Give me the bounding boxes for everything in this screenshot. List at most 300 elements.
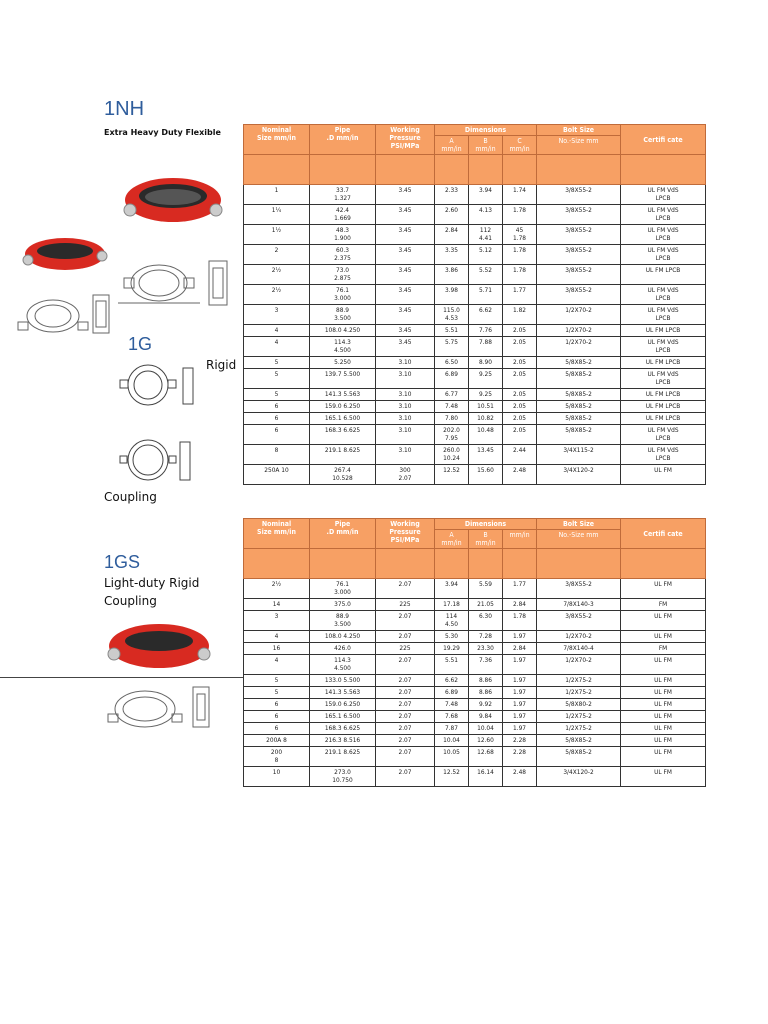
coupling-1nh-drawing-side (206, 258, 230, 308)
cell-bolt-size: 7/8X140-4 (537, 643, 621, 655)
cell-dim-a: 7.48 (435, 401, 469, 413)
cell-bolt-size: 5/8X80-2 (537, 699, 621, 711)
cell-dim-a: 19.29 (435, 643, 469, 655)
title-1g: 1G (128, 334, 153, 354)
cell-pipe-od: 219.1 8.625 (310, 445, 376, 465)
cell-pipe-od: 60.3 2.375 (310, 245, 376, 265)
coupling-1g-drawing-front (118, 362, 180, 408)
cell-working-pressure: 3.45 (376, 225, 435, 245)
cell-nominal-size: 3 (244, 611, 310, 631)
cell-dim-c: 2.05 (503, 369, 537, 389)
cell-dim-b: 21.05 (469, 599, 503, 611)
cell-bolt-size: 3/8X55-2 (537, 265, 621, 285)
cell-dim-b: 15.60 (469, 465, 503, 485)
cell-working-pressure: 300 2.07 (376, 465, 435, 485)
cell-dim-b: 13.45 (469, 445, 503, 465)
cell-bolt-size: 3/8X55-2 (537, 579, 621, 599)
cell-dim-c: 2.05 (503, 389, 537, 401)
table-row (244, 425, 706, 445)
title-1gs: 1GS (104, 552, 141, 572)
cell-certificate: UL FM (621, 735, 706, 747)
cell-dim-a: 10.05 (435, 747, 469, 767)
table-row (244, 389, 706, 401)
cell-dim-c: 1.77 (503, 579, 537, 599)
cell-working-pressure: 3.45 (376, 205, 435, 225)
cell-nominal-size: 5 (244, 369, 310, 389)
table-row (244, 735, 706, 747)
table-row (244, 465, 706, 485)
cell-dim-a: 3.94 (435, 579, 469, 599)
cell-nominal-size: 1 (244, 185, 310, 205)
title-1nh: 1NH (104, 98, 145, 120)
cell-dim-a: 3.98 (435, 285, 469, 305)
cell-dim-b: 112 4.41 (469, 225, 503, 245)
cell-dim-c: 2.05 (503, 413, 537, 425)
cell-pipe-od: 33.7 1.327 (310, 185, 376, 205)
table-row (244, 325, 706, 337)
cell-nominal-size: 6 (244, 723, 310, 735)
cell-nominal-size: 250A 10 (244, 465, 310, 485)
cell-certificate: UL FM (621, 675, 706, 687)
cell-nominal-size: 2 (244, 245, 310, 265)
header-pipe-od: Pipe .D mm/in (310, 519, 376, 549)
cell-working-pressure: 2.07 (376, 579, 435, 599)
cell-certificate: UL FM LPCB (621, 265, 706, 285)
header-dim-b: B mm/in (469, 530, 503, 549)
cell-bolt-size: 3/4X120-2 (537, 465, 621, 485)
cell-working-pressure: 2.07 (376, 655, 435, 675)
cell-certificate: UL FM VdS LPCB (621, 245, 706, 265)
cell-working-pressure: 3.10 (376, 369, 435, 389)
cell-certificate: UL FM VdS LPCB (621, 285, 706, 305)
cell-bolt-size: 3/4X115-2 (537, 445, 621, 465)
cell-dim-b: 7.28 (469, 631, 503, 643)
cell-bolt-size: 3/8X55-2 (537, 285, 621, 305)
spec-table-1nh (243, 124, 706, 485)
cell-dim-c: 1.97 (503, 631, 537, 643)
cell-certificate: UL FM LPCB (621, 357, 706, 369)
coupling-1nh-drawing-front (118, 258, 200, 308)
header-bolt-sub: No.-Size mm (537, 530, 621, 549)
coupling-1g-drawing-side-2 (178, 440, 192, 482)
cell-working-pressure: 3.45 (376, 245, 435, 265)
cell-dim-c: 1.78 (503, 611, 537, 631)
cell-dim-b: 4.13 (469, 205, 503, 225)
cell-dim-c: 2.05 (503, 325, 537, 337)
cell-dim-a: 10.04 (435, 735, 469, 747)
cell-bolt-size: 3/8X55-2 (537, 205, 621, 225)
table-row (244, 369, 706, 389)
cell-nominal-size: 5 (244, 389, 310, 401)
cell-certificate: UL FM VdS LPCB (621, 305, 706, 325)
cell-dim-b: 3.94 (469, 185, 503, 205)
cell-dim-a: 5.75 (435, 337, 469, 357)
spec-table-1gs (243, 518, 706, 787)
cell-pipe-od: 165.1 6.500 (310, 711, 376, 723)
cell-bolt-size: 3/8X55-2 (537, 611, 621, 631)
cell-working-pressure: 2.07 (376, 723, 435, 735)
cell-bolt-size: 1/2X70-2 (537, 337, 621, 357)
cell-dim-c: 1.97 (503, 675, 537, 687)
cell-dim-b: 12.68 (469, 747, 503, 767)
cell-dim-b: 8.86 (469, 675, 503, 687)
cell-dim-b: 16.14 (469, 767, 503, 787)
cell-nominal-size: 8 (244, 445, 310, 465)
table-row (244, 747, 706, 767)
coupling-drawing-front-2 (14, 292, 92, 340)
cell-pipe-od: 5.250 (310, 357, 376, 369)
cell-dim-c: 2.28 (503, 735, 537, 747)
cell-dim-c: 2.48 (503, 465, 537, 485)
cell-working-pressure: 3.45 (376, 305, 435, 325)
coupling-1nh-photo (118, 170, 228, 230)
table-row (244, 643, 706, 655)
table-row (244, 185, 706, 205)
cell-pipe-od: 141.3 5.563 (310, 687, 376, 699)
cell-dim-c: 2.28 (503, 747, 537, 767)
label-1g-coupling: Coupling (104, 490, 157, 504)
cell-bolt-size: 5/8X85-2 (537, 369, 621, 389)
cell-dim-c: 2.48 (503, 767, 537, 787)
cell-dim-a: 7.87 (435, 723, 469, 735)
cell-dim-c: 45 1.78 (503, 225, 537, 245)
table-row (244, 767, 706, 787)
cell-pipe-od: 375.0 (310, 599, 376, 611)
cell-bolt-size: 1/2X75-2 (537, 711, 621, 723)
cell-working-pressure: 3.10 (376, 425, 435, 445)
coupling-1gs-drawing-front (104, 684, 186, 734)
cell-dim-b: 7.88 (469, 337, 503, 357)
cell-dim-b: 5.52 (469, 265, 503, 285)
table-row (244, 285, 706, 305)
cell-working-pressure: 3.45 (376, 185, 435, 205)
cell-dim-a: 7.48 (435, 699, 469, 711)
cell-pipe-od: 108.0 4.250 (310, 631, 376, 643)
cell-dim-b: 6.30 (469, 611, 503, 631)
cell-dim-a: 2.60 (435, 205, 469, 225)
cell-nominal-size: 14 (244, 599, 310, 611)
header-dim-a: A mm/in (435, 136, 469, 155)
cell-dim-b: 10.51 (469, 401, 503, 413)
coupling-side-photo (20, 232, 110, 274)
table-row (244, 699, 706, 711)
cell-pipe-od: 168.3 6.625 (310, 723, 376, 735)
table-row (244, 711, 706, 723)
header-dim-c: mm/in (503, 530, 537, 549)
cell-bolt-size: 5/8X85-2 (537, 357, 621, 369)
cell-working-pressure: 3.10 (376, 401, 435, 413)
cell-dim-a: 6.62 (435, 675, 469, 687)
coupling-1g-drawing-front-2 (118, 436, 180, 484)
header-dim-c: C mm/in (503, 136, 537, 155)
cell-pipe-od: 426.0 (310, 643, 376, 655)
page-divider-line (0, 677, 243, 678)
cell-dim-c: 1.97 (503, 655, 537, 675)
cell-pipe-od: 139.7 5.500 (310, 369, 376, 389)
cell-certificate: UL FM (621, 655, 706, 675)
cell-dim-b: 10.48 (469, 425, 503, 445)
cell-certificate: UL FM (621, 465, 706, 485)
table-row (244, 305, 706, 325)
cell-pipe-od: 48.3 1.900 (310, 225, 376, 245)
coupling-1gs-drawing-side (190, 684, 212, 730)
cell-dim-b: 10.82 (469, 413, 503, 425)
cell-nominal-size: 4 (244, 655, 310, 675)
cell-dim-a: 5.30 (435, 631, 469, 643)
cell-certificate: FM (621, 643, 706, 655)
cell-working-pressure: 3.10 (376, 445, 435, 465)
cell-certificate: UL FM (621, 747, 706, 767)
cell-certificate: UL FM VdS LPCB (621, 369, 706, 389)
cell-pipe-od: 88.9 3.500 (310, 611, 376, 631)
cell-pipe-od: 133.0 5.500 (310, 675, 376, 687)
header-spacer-row (244, 155, 706, 185)
cell-pipe-od: 159.0 6.250 (310, 401, 376, 413)
cell-pipe-od: 114.3 4.500 (310, 337, 376, 357)
cell-bolt-size: 3/8X55-2 (537, 185, 621, 205)
cell-dim-b: 12.60 (469, 735, 503, 747)
header-nominal: Nominal Size mm/in (244, 519, 310, 549)
header-working-pressure: Working Pressure PSI/MPa (376, 125, 435, 155)
cell-bolt-size: 5/8X85-2 (537, 735, 621, 747)
cell-working-pressure: 2.07 (376, 675, 435, 687)
table-row (244, 401, 706, 413)
cell-certificate: UL FM (621, 699, 706, 711)
table-row (244, 723, 706, 735)
cell-nominal-size: 5 (244, 357, 310, 369)
cell-dim-a: 5.51 (435, 655, 469, 675)
cell-nominal-size: 1½ (244, 225, 310, 245)
cell-certificate: UL FM LPCB (621, 325, 706, 337)
cell-dim-a: 2.84 (435, 225, 469, 245)
table-row (244, 579, 706, 599)
coupling-1g-drawing-side (180, 366, 196, 406)
cell-dim-c: 2.05 (503, 337, 537, 357)
cell-dim-a: 2.33 (435, 185, 469, 205)
coupling-drawing-side-2 (90, 292, 112, 336)
cell-nominal-size: 6 (244, 711, 310, 723)
cell-pipe-od: 168.3 6.625 (310, 425, 376, 445)
cell-working-pressure: 3.45 (376, 265, 435, 285)
header-bolt-size: Bolt Size (537, 125, 621, 136)
cell-certificate: FM (621, 599, 706, 611)
cell-dim-b: 9.92 (469, 699, 503, 711)
coupling-1gs-photo (104, 616, 214, 674)
cell-nominal-size: 2½ (244, 265, 310, 285)
cell-certificate: UL FM (621, 767, 706, 787)
cell-bolt-size: 5/8X85-2 (537, 425, 621, 445)
cell-nominal-size: 2½ (244, 285, 310, 305)
cell-pipe-od: 165.1 6.500 (310, 413, 376, 425)
header-bolt-size: Bolt Size (537, 519, 621, 530)
cell-working-pressure: 3.45 (376, 337, 435, 357)
cell-working-pressure: 2.07 (376, 631, 435, 643)
cell-dim-b: 10.04 (469, 723, 503, 735)
cell-nominal-size: 4 (244, 337, 310, 357)
cell-working-pressure: 2.07 (376, 767, 435, 787)
cell-dim-c: 2.05 (503, 357, 537, 369)
cell-dim-a: 6.77 (435, 389, 469, 401)
cell-dim-a: 12.52 (435, 767, 469, 787)
cell-dim-c: 1.97 (503, 699, 537, 711)
cell-dim-a: 6.89 (435, 369, 469, 389)
cell-nominal-size: 6 (244, 425, 310, 445)
cell-nominal-size: 5 (244, 675, 310, 687)
cell-dim-b: 7.76 (469, 325, 503, 337)
cell-working-pressure: 3.10 (376, 389, 435, 401)
cell-dim-c: 1.77 (503, 285, 537, 305)
cell-dim-c: 1.97 (503, 723, 537, 735)
cell-dim-a: 17.18 (435, 599, 469, 611)
cell-nominal-size: 6 (244, 401, 310, 413)
cell-pipe-od: 42.4 1.669 (310, 205, 376, 225)
cell-certificate: UL FM (621, 711, 706, 723)
cell-working-pressure: 2.07 (376, 611, 435, 631)
table-row (244, 337, 706, 357)
cell-dim-c: 2.05 (503, 425, 537, 445)
cell-dim-c: 2.05 (503, 401, 537, 413)
table-row (244, 413, 706, 425)
cell-pipe-od: 216.3 8.516 (310, 735, 376, 747)
cell-certificate: UL FM (621, 687, 706, 699)
cell-dim-b: 23.30 (469, 643, 503, 655)
table-row (244, 245, 706, 265)
cell-nominal-size: 3 (244, 305, 310, 325)
cell-bolt-size: 1/2X70-2 (537, 325, 621, 337)
cell-bolt-size: 5/8X85-2 (537, 747, 621, 767)
cell-nominal-size: 1¼ (244, 205, 310, 225)
cell-dim-c: 2.84 (503, 599, 537, 611)
cell-dim-a: 202.0 7.95 (435, 425, 469, 445)
cell-bolt-size: 5/8X85-2 (537, 413, 621, 425)
table-row (244, 205, 706, 225)
header-spacer-row (244, 549, 706, 579)
cell-certificate: UL FM LPCB (621, 389, 706, 401)
cell-dim-a: 115.0 4.53 (435, 305, 469, 325)
cell-dim-b: 7.36 (469, 655, 503, 675)
cell-pipe-od: 141.3 5.563 (310, 389, 376, 401)
header-dim-b: B mm/in (469, 136, 503, 155)
cell-bolt-size: 1/2X70-2 (537, 305, 621, 325)
cell-bolt-size: 3/8X55-2 (537, 245, 621, 265)
cell-dim-a: 6.50 (435, 357, 469, 369)
header-dimensions: Dimensions (435, 125, 537, 136)
cell-bolt-size: 3/8X55-2 (537, 225, 621, 245)
cell-working-pressure: 2.07 (376, 735, 435, 747)
cell-bolt-size: 1/2X75-2 (537, 723, 621, 735)
cell-nominal-size: 2½ (244, 579, 310, 599)
cell-dim-b: 9.25 (469, 369, 503, 389)
header-dim-a: A mm/in (435, 530, 469, 549)
cell-dim-c: 1.78 (503, 245, 537, 265)
cell-nominal-size: 4 (244, 325, 310, 337)
cell-certificate: UL FM (621, 579, 706, 599)
cell-working-pressure: 3.10 (376, 357, 435, 369)
cell-pipe-od: 108.0 4.250 (310, 325, 376, 337)
cell-working-pressure: 225 (376, 643, 435, 655)
cell-dim-a: 5.51 (435, 325, 469, 337)
cell-dim-c: 2.84 (503, 643, 537, 655)
cell-working-pressure: 2.07 (376, 687, 435, 699)
cell-dim-a: 12.52 (435, 465, 469, 485)
header-nominal: Nominal Size mm/in (244, 125, 310, 155)
cell-working-pressure: 3.10 (376, 413, 435, 425)
table-row (244, 687, 706, 699)
table-row (244, 611, 706, 631)
cell-certificate: UL FM (621, 611, 706, 631)
cell-working-pressure: 3.45 (376, 325, 435, 337)
table-row (244, 357, 706, 369)
table-row (244, 599, 706, 611)
cell-pipe-od: 267.4 10.528 (310, 465, 376, 485)
cell-dim-a: 260.0 10.24 (435, 445, 469, 465)
cell-pipe-od: 273.0 10.750 (310, 767, 376, 787)
cell-dim-c: 1.82 (503, 305, 537, 325)
cell-nominal-size: 6 (244, 699, 310, 711)
cell-bolt-size: 7/8X140-3 (537, 599, 621, 611)
subtitle-1nh: Extra Heavy Duty Flexible (104, 128, 221, 137)
cell-working-pressure: 2.07 (376, 699, 435, 711)
cell-dim-a: 7.68 (435, 711, 469, 723)
cell-dim-a: 7.80 (435, 413, 469, 425)
label-1g-rigid: Rigid (206, 358, 237, 372)
cell-pipe-od: 73.0 2.875 (310, 265, 376, 285)
cell-dim-b: 8.90 (469, 357, 503, 369)
cell-bolt-size: 1/2X70-2 (537, 655, 621, 675)
cell-bolt-size: 3/4X120-2 (537, 767, 621, 787)
header-working-pressure: Working Pressure PSI/MPa (376, 519, 435, 549)
cell-dim-a: 3.35 (435, 245, 469, 265)
cell-certificate: UL FM VdS LPCB (621, 337, 706, 357)
cell-dim-b: 6.62 (469, 305, 503, 325)
cell-dim-b: 9.25 (469, 389, 503, 401)
cell-bolt-size: 1/2X70-2 (537, 631, 621, 643)
cell-dim-b: 9.84 (469, 711, 503, 723)
cell-pipe-od: 76.1 3.000 (310, 285, 376, 305)
table-row (244, 265, 706, 285)
cell-working-pressure: 3.45 (376, 285, 435, 305)
cell-pipe-od: 159.0 6.250 (310, 699, 376, 711)
cell-certificate: UL FM VdS LPCB (621, 425, 706, 445)
cell-nominal-size: 4 (244, 631, 310, 643)
cell-certificate: UL FM VdS LPCB (621, 205, 706, 225)
cell-certificate: UL FM LPCB (621, 401, 706, 413)
cell-certificate: UL FM (621, 723, 706, 735)
cell-dim-b: 8.86 (469, 687, 503, 699)
cell-dim-c: 1.97 (503, 687, 537, 699)
cell-pipe-od: 114.3 4.500 (310, 655, 376, 675)
cell-pipe-od: 88.9 3.500 (310, 305, 376, 325)
cell-dim-c: 1.78 (503, 205, 537, 225)
cell-bolt-size: 5/8X85-2 (537, 401, 621, 413)
cell-certificate: UL FM (621, 631, 706, 643)
table-row (244, 445, 706, 465)
cell-pipe-od: 76.1 3.000 (310, 579, 376, 599)
cell-certificate: UL FM VdS LPCB (621, 225, 706, 245)
cell-nominal-size: 16 (244, 643, 310, 655)
cell-nominal-size: 6 (244, 413, 310, 425)
cell-bolt-size: 1/2X75-2 (537, 687, 621, 699)
cell-dim-b: 5.71 (469, 285, 503, 305)
cell-dim-a: 114 4.50 (435, 611, 469, 631)
cell-nominal-size: 10 (244, 767, 310, 787)
cell-certificate: UL FM VdS LPCB (621, 445, 706, 465)
header-certificate: Certifi cate (621, 519, 706, 549)
table-row (244, 631, 706, 643)
cell-working-pressure: 2.07 (376, 711, 435, 723)
cell-dim-c: 1.97 (503, 711, 537, 723)
cell-bolt-size: 1/2X75-2 (537, 675, 621, 687)
